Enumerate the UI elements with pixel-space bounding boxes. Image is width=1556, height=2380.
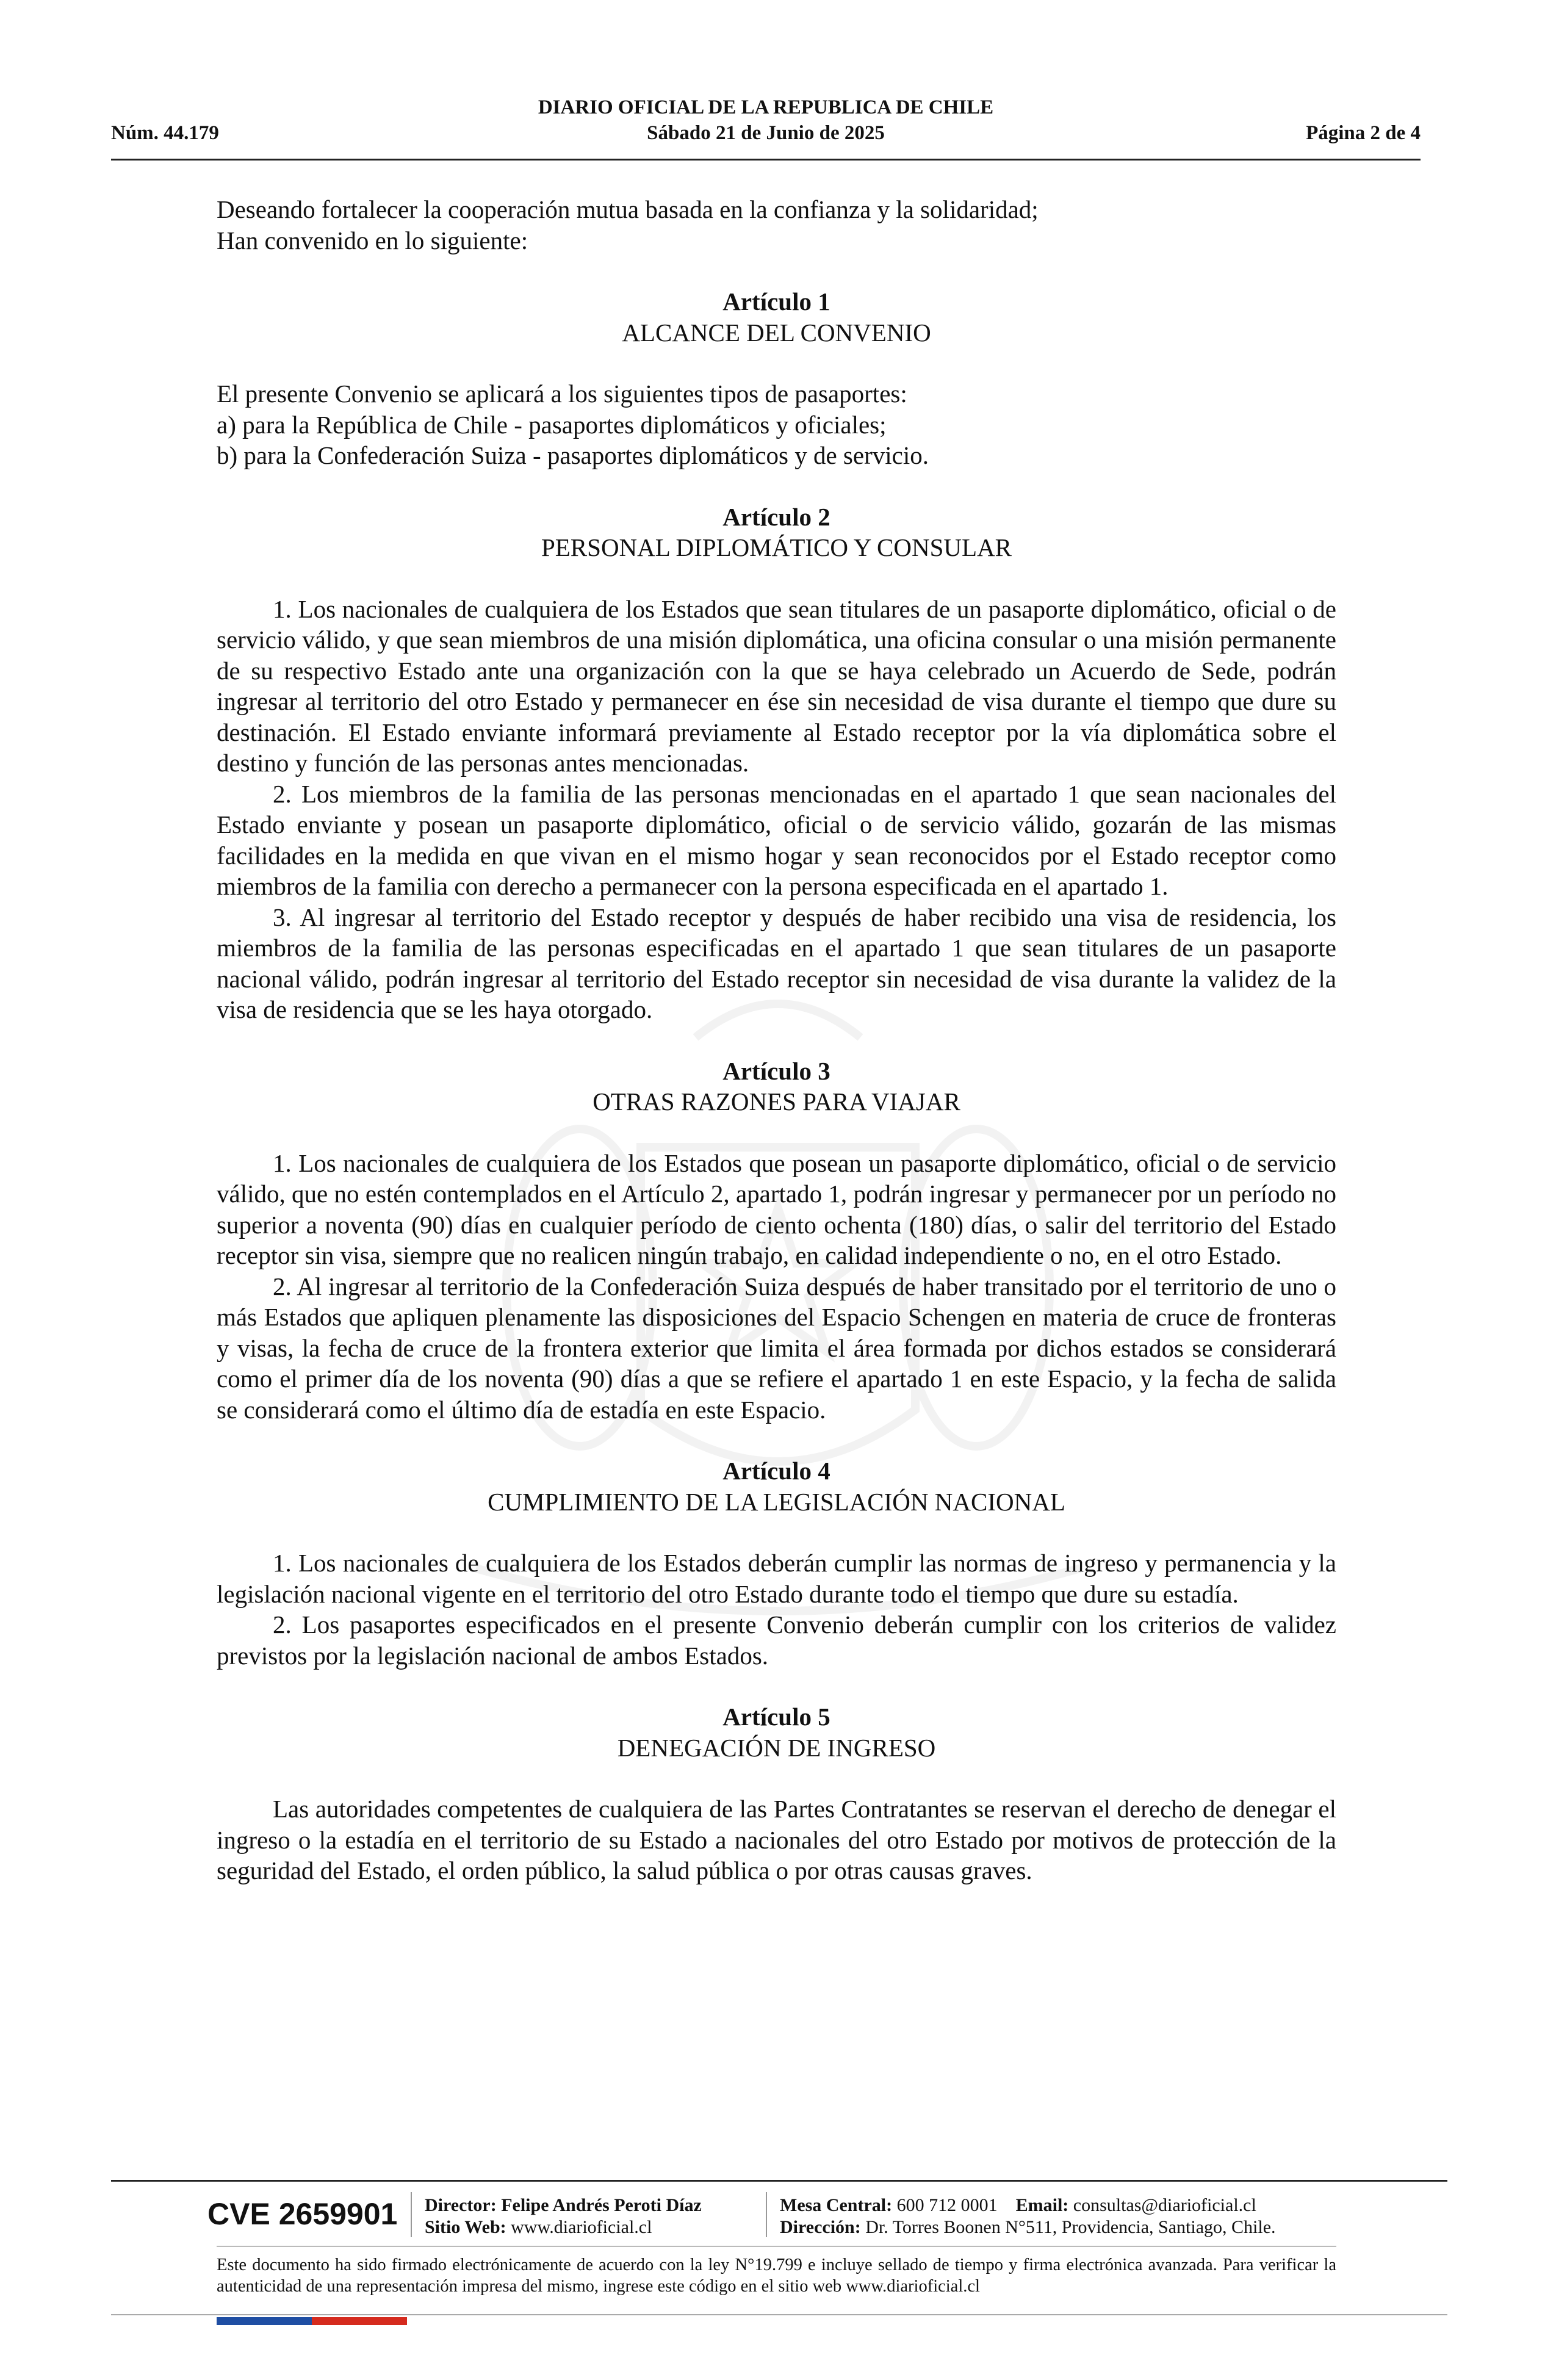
article-heading	[217, 286, 1336, 348]
director-label: Director:	[425, 2195, 497, 2215]
article-body	[217, 594, 1336, 1025]
paragraph: 2. Los miembros de la familia de las personas mencionadas en el apartado 1 que sean nacionales del Estado enviante y posean un pasaporte diplomático, oficial o de servicio válido, gozarán de las mismas facilidades en la medida en que vivan en el mismo hogar y sean reconocidos por el Estado receptor como miembros de la familia con derecho a permanecer con la persona especificada en el apartado 1.	[217, 779, 1336, 900]
article-body	[217, 1148, 1336, 1426]
article-lead: El presente Convenio se aplicará a los siguientes tipos de pasaportes:	[217, 380, 907, 408]
article-number: Artículo 3	[722, 1056, 830, 1085]
issue-date: Sábado 21 de Junio de 2025	[647, 122, 885, 144]
flag-red-segment	[312, 2317, 407, 2325]
article-body	[217, 1548, 1336, 1671]
article-title: CUMPLIMIENTO DE LA LEGISLACIÓN NACIONAL	[488, 1487, 1065, 1516]
issue-number: Núm. 44.179	[111, 122, 219, 144]
flag-stripe	[217, 2317, 407, 2325]
article-number: Artículo 1	[722, 287, 830, 316]
list-item: b) para la Confederación Suiza - pasaportes diplomáticos y de servicio.	[217, 441, 929, 469]
paragraph: Las autoridades competentes de cualquiera de las Partes Contratantes se reservan el derecho de denegar el ingreso o la estadía en el territorio de su Estado a nacionales del otro Estado por motivos de protección de la seguridad del Estado, el orden público, la salud pública o por otras causas graves.	[217, 1795, 1336, 1884]
footer-divider	[217, 2246, 1336, 2247]
footer-separator	[766, 2192, 767, 2237]
footer-divider	[111, 2314, 1447, 2315]
footer-divider	[111, 2180, 1447, 2182]
article-heading	[217, 502, 1336, 563]
email-label: Email:	[1015, 2195, 1069, 2215]
article-title: OTRAS RAZONES PARA VIAJAR	[593, 1087, 960, 1116]
article-title: ALCANCE DEL CONVENIO	[622, 318, 931, 347]
passport-list	[217, 409, 1336, 471]
paragraph: 1. Los nacionales de cualquiera de los Estados que sean titulares de un pasaporte diplomático, oficial o de servicio válido, y que sean miembros de una misión diplomática, una oficina consular o una misión permanente de su respectivo Estado ante una organización con la que se haya celebrado un Acuerdo de Sede, podrán ingresar al territorio del otro Estado y permanecer en ése sin necesidad de visa durante el tiempo que dure su destinación. El Estado enviante informará previamente al Estado receptor por la vía diplomática sobre el destino y función de las personas antes mencionadas.	[217, 594, 1336, 777]
intro-line: Han convenido en lo siguiente:	[217, 226, 528, 254]
phone-label: Mesa Central:	[780, 2195, 893, 2215]
phone-number: 600 712 0001	[896, 2195, 998, 2215]
director-name: Felipe Andrés Peroti Díaz	[501, 2195, 702, 2215]
list-item: a) para la República de Chile - pasaportes diplomáticos y oficiales;	[217, 410, 887, 439]
paragraph: 2. Los pasaportes especificados en el presente Convenio deberán cumplir con los criterios de validez previstos por la legislación nacional de ambos Estados.	[217, 1610, 1336, 1670]
page-indicator: Página 2 de 4	[1306, 122, 1421, 144]
article-number: Artículo 5	[722, 1703, 830, 1731]
document-body	[217, 194, 1336, 1886]
article-heading	[217, 1455, 1336, 1517]
cve-code: CVE 2659901	[207, 2197, 398, 2231]
legal-notice: Este documento ha sido firmado electrónicamente de acuerdo con la ley N°19.799 e incluye sellado de tiempo y firma electrónica avanzada. Para verificar la autenticidad de una representación impresa del mismo, ingrese este código en el sitio web www.diarioficial.cl	[217, 2256, 1336, 2296]
website-label: Sitio Web:	[425, 2217, 506, 2237]
footer-separator	[411, 2192, 412, 2237]
article-body	[217, 1794, 1336, 1886]
paragraph: 3. Al ingresar al territorio del Estado receptor y después de haber recibido una visa de residencia, los miembros de la familia de las personas especificadas en el apartado 1 que sean titulares de un pasaporte nacional válido, podrán ingresar al territorio del Estado receptor sin necesidad de visa durante la validez de la visa de residencia que se les haya otorgado.	[217, 903, 1336, 1023]
director-info	[425, 2194, 702, 2238]
email-link[interactable]: consultas@diarioficial.cl	[1073, 2195, 1256, 2215]
article-heading	[217, 1701, 1336, 1763]
page-header	[111, 96, 1421, 160]
paragraph: 1. Los nacionales de cualquiera de los Estados que posean un pasaporte diplomático, oficial o de servicio válido, que no estén contemplados en el Artículo 2, apartado 1, podrán ingresar y permanecer por un período no superior a noventa (90) días en cualquier período de ciento ochenta (180) días, o salir del territorio del Estado receptor sin visa, siempre que no realicen ningún trabajo, en calidad independiente o no, en el otro Estado.	[217, 1149, 1336, 1269]
article-title: PERSONAL DIPLOMÁTICO Y CONSULAR	[541, 533, 1012, 561]
article-heading	[217, 1056, 1336, 1117]
paragraph: 1. Los nacionales de cualquiera de los Estados deberán cumplir las normas de ingreso y permanencia y la legislación nacional vigente en el territorio del otro Estado durante todo el tiempo que dure su estadía.	[217, 1549, 1336, 1608]
address: Dr. Torres Boonen N°511, Providencia, Santiago, Chile.	[865, 2217, 1276, 2237]
flag-blue-segment	[217, 2317, 312, 2325]
website-link[interactable]: www.diarioficial.cl	[511, 2217, 652, 2237]
intro-line: Deseando fortalecer la cooperación mutua basada en la confianza y la solidaridad;	[217, 195, 1039, 223]
article-number: Artículo 4	[722, 1457, 830, 1485]
paragraph: 2. Al ingresar al territorio de la Confederación Suiza después de haber transitado por el territorio de uno o más Estados que apliquen plenamente las disposiciones del Espacio Schengen en materia de cruce de fronteras y visas, la fecha de cruce de la frontera exterior que limita el área formada por dichos estados se considerará como el primer día de los noventa (90) días a que se refiere el apartado 1 en este Espacio, y la fecha de salida se considerará como el último día de estadía en este Espacio.	[217, 1272, 1336, 1424]
article-title: DENEGACIÓN DE INGRESO	[617, 1733, 936, 1762]
contact-info	[780, 2194, 1276, 2238]
intro	[217, 194, 1336, 256]
newspaper-title: DIARIO OFICIAL DE LA REPUBLICA DE CHILE	[538, 96, 994, 118]
article-number: Artículo 2	[722, 502, 830, 531]
address-label: Dirección:	[780, 2217, 861, 2237]
